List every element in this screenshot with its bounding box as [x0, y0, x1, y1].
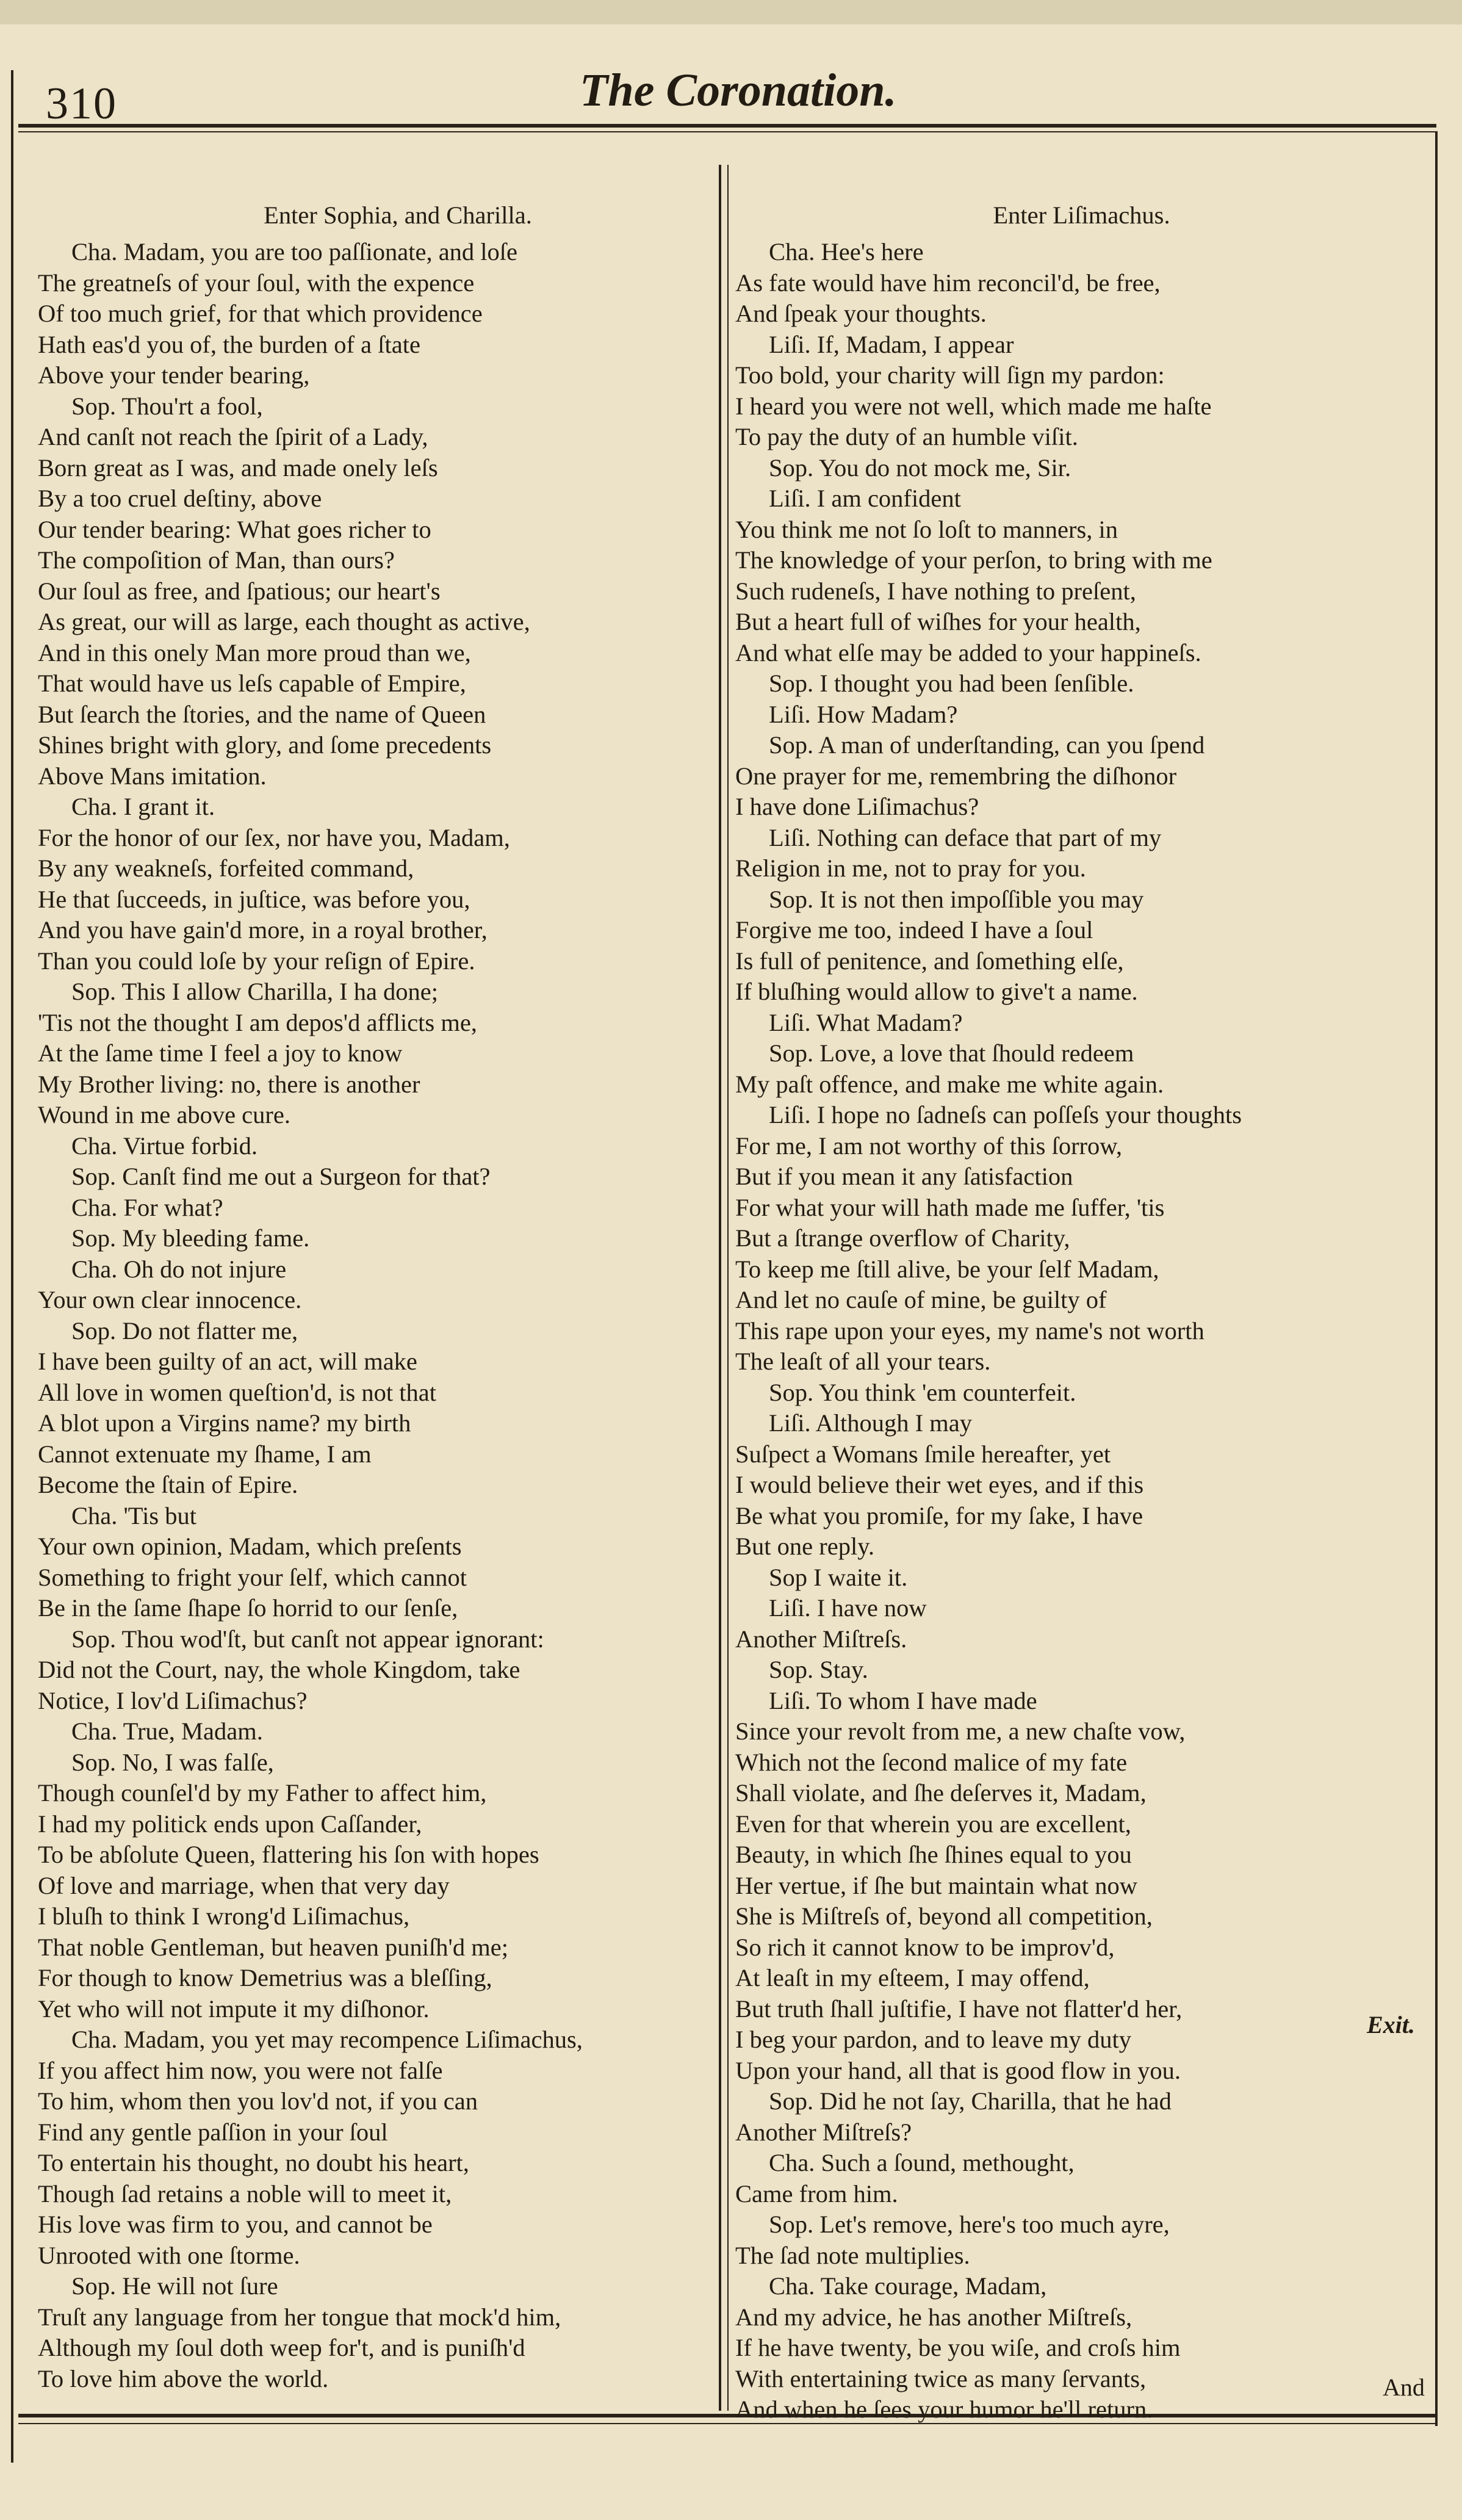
- text-line: By a too cruel deſtiny, above: [38, 485, 322, 512]
- text-line: Cha. Take courage, Madam,: [769, 2272, 1047, 2300]
- text-line: Sop. Love, a love that ſhould redeem: [769, 1039, 1134, 1067]
- page-number: 310: [46, 79, 117, 129]
- text-line: And in this onely Man more proud than we,: [38, 638, 471, 666]
- text-line: Yet who will not impute it my diſhonor.: [38, 1995, 430, 2023]
- text-line: Too bold, your charity will ſign my pardon:: [735, 361, 1165, 389]
- text-line: Cha. 'Tis but: [71, 1501, 196, 1529]
- text-line: Liſi. I have now: [769, 1594, 927, 1622]
- text-line: Sop. Do not flatter me,: [71, 1316, 298, 1345]
- text-line: Which not the ſecond malice of my fate: [735, 1748, 1128, 1776]
- text-line: Sop. Thou'rt a fool,: [71, 392, 263, 420]
- text-line: One prayer for me, remembring the diſhonor: [735, 762, 1177, 790]
- text-line: Something to fright your ſelf, which cannot: [38, 1563, 467, 1591]
- text-line: Unrooted with one ſtorme.: [38, 2241, 300, 2269]
- text-line: Of love and marriage, when that very day: [38, 1871, 450, 1899]
- text-line: But truth ſhall juſtifie, I have not flatter'd her,: [735, 1995, 1183, 2023]
- text-line: If bluſhing would allow to give't a name.: [735, 978, 1138, 1005]
- text-line: Sop. Did he not ſay, Charilla, that he had: [769, 2087, 1172, 2115]
- text-line: Your own opinion, Madam, which preſents: [38, 1533, 462, 1560]
- text-line: Liſi. What Madam?: [769, 1008, 963, 1036]
- text-line: I bluſh to think I wrong'd Liſimachus,: [38, 1902, 410, 1930]
- column-divider-thin: [727, 165, 729, 2411]
- text-line: Forgive me too, indeed I have a ſoul: [735, 916, 1093, 944]
- text-line: Sop. It is not then impoſſible you may: [769, 885, 1144, 913]
- text-line: She is Miſtreſs of, beyond all competition,: [735, 1902, 1153, 1930]
- text-line: But a heart full of wiſhes for your health,: [735, 608, 1141, 635]
- text-line: Cha. Madam, you are too paſſionate, and loſe: [71, 238, 518, 265]
- left-column-lines: [38, 237, 709, 2394]
- text-line: For me, I am not worthy of this ſorrow,: [735, 1132, 1123, 1160]
- text-line: His love was firm to you, and cannot be: [38, 2211, 433, 2238]
- text-line: Sop. A man of underſtanding, can you ſpend: [769, 731, 1205, 759]
- text-line: Your own clear innocence.: [38, 1286, 302, 1313]
- text-line: Since your revolt from me, a new chaſte vow,: [735, 1717, 1186, 1745]
- text-line: Suſpect a Womans ſmile hereafter, yet: [735, 1440, 1111, 1468]
- text-line: Such rudeneſs, I have nothing to preſent,: [735, 577, 1136, 605]
- text-line: The compoſition of Man, than ours?: [38, 546, 395, 574]
- text-line: To him, whom then you lov'd not, if you can: [38, 2087, 478, 2115]
- text-line: That would have us leſs capable of Empire,: [38, 670, 466, 697]
- text-line: Above your tender bearing,: [38, 361, 310, 389]
- text-line: Liſi. To whom I have made: [769, 1686, 1037, 1714]
- text-line: Though ſad retains a noble will to meet it,: [38, 2179, 452, 2208]
- text-line: Sop. Let's remove, here's too much ayre,: [769, 2211, 1170, 2238]
- text-line: The ſad note multiplies.: [735, 2241, 970, 2269]
- text-line: My paſt offence, and make me white again.: [735, 1070, 1164, 1098]
- text-line: To love him above the world.: [38, 2364, 329, 2392]
- text-line: Shall violate, and ſhe deſerves it, Madam,: [735, 1779, 1147, 1807]
- text-line: Sop. Thou wod'ſt, but canſt not appear ignorant:: [71, 1625, 544, 1653]
- text-line: You think me not ſo loſt to manners, in: [735, 515, 1118, 543]
- text-line: The leaſt of all your tears.: [735, 1348, 991, 1375]
- left-column: [38, 194, 709, 2394]
- text-line: Above Mans imitation.: [38, 762, 267, 790]
- text-line: Sop. I thought you had been ſenſible.: [769, 670, 1134, 697]
- text-line: Sop. My bleeding fame.: [71, 1224, 310, 1252]
- text-line: By any weakneſs, forfeited command,: [38, 854, 414, 882]
- text-line: Cha. Virtue forbid.: [71, 1132, 258, 1160]
- text-line: Religion in me, not to pray for you.: [735, 854, 1086, 882]
- text-line: This rape upon your eyes, my name's not worth: [735, 1316, 1205, 1345]
- text-line: Our ſoul as free, and ſpatious; our heart's: [38, 577, 441, 605]
- text-line: Of too much grief, for that which providence: [38, 300, 483, 327]
- text-line: Beauty, in which ſhe ſhines equal to you: [735, 1841, 1132, 1868]
- text-line: My Brother living: no, there is another: [38, 1070, 420, 1098]
- stage-direction: Enter Liſimachus.: [993, 201, 1170, 229]
- text-line: I heard you were not well, which made me haſte: [735, 392, 1212, 420]
- text-line: Liſi. I am confident: [769, 485, 961, 512]
- text-line: Cha. Hee's here: [769, 238, 924, 265]
- text-line: To pay the duty of an humble viſit.: [735, 423, 1078, 450]
- text-line: As great, our will as large, each thought as active,: [38, 608, 530, 635]
- text-line: To keep me ſtill alive, be your ſelf Madam,: [735, 1255, 1159, 1283]
- text-line: For though to know Demetrius was a bleſſing,: [38, 1964, 492, 1991]
- text-line: And when he ſees your humor he'll return.: [735, 2395, 1153, 2423]
- text-line: Be in the ſame ſhape ſo horrid to our ſenſe,: [38, 1594, 458, 1622]
- text-line: I beg your pardon, and to leave my duty: [735, 2026, 1131, 2053]
- text-line: Become the ſtain of Epire.: [38, 1471, 298, 1498]
- text-line: Sop. Canſt find me out a Surgeon for that?: [71, 1163, 491, 1190]
- text-line: As fate would have him reconcil'd, be free,: [735, 269, 1161, 297]
- text-line: Cha. Such a ſound, methought,: [769, 2149, 1075, 2176]
- text-line: Be what you promiſe, for my ſake, I have: [735, 1501, 1143, 1529]
- text-line: I have been guilty of an act, will make: [38, 1348, 417, 1375]
- text-line: Born great as I was, and made onely leſs: [38, 453, 438, 482]
- text-line: If he have twenty, be you wiſe, and croſs him: [735, 2334, 1181, 2361]
- text-line: For what your will hath made me ſuffer, 'tis: [735, 1193, 1165, 1221]
- text-line: And let no cauſe of mine, be guilty of: [735, 1286, 1107, 1313]
- text-line: Sop. No, I was falſe,: [71, 1748, 274, 1776]
- running-head: The Coronation.: [580, 65, 897, 116]
- text-line: Another Miſtreſs?: [735, 2118, 912, 2146]
- text-line: Sop I waite it.: [769, 1563, 908, 1591]
- text-line: Cha. Madam, you yet may recompence Liſimachus,: [71, 2026, 583, 2053]
- text-line: At leaſt in my eſteem, I may offend,: [735, 1964, 1090, 1991]
- text-line: Another Miſtreſs.: [735, 1625, 907, 1653]
- text-line: Sop. He will not ſure: [71, 2272, 278, 2300]
- text-line: Find any gentle paſſion in your ſoul: [38, 2118, 388, 2146]
- column-divider: [719, 165, 721, 2411]
- text-line: Though counſel'd by my Father to affect him,: [38, 1779, 487, 1807]
- text-line: I had my politick ends upon Caſſander,: [38, 1810, 422, 1838]
- right-border-rule: [1435, 131, 1438, 2426]
- stage-direction: Enter Sophia, and Charilla.: [264, 201, 532, 229]
- text-line: All love in women queſtion'd, is not that: [38, 1378, 436, 1406]
- text-line: If you affect him now, you were not falſe: [38, 2056, 443, 2084]
- header-rule: [18, 124, 1436, 128]
- text-line: But a ſtrange overflow of Charity,: [735, 1224, 1070, 1252]
- text-line: Notice, I lov'd Liſimachus?: [38, 1686, 308, 1714]
- text-line: Cha. I grant it.: [71, 793, 215, 820]
- text-line: He that ſucceeds, in juſtice, was before you,: [38, 885, 470, 913]
- text-line: Cannot extenuate my ſhame, I am: [38, 1440, 372, 1468]
- text-line: Is full of penitence, and ſomething elſe,: [735, 947, 1124, 975]
- text-line: I have done Liſimachus?: [735, 793, 979, 820]
- left-border-rule: [11, 70, 23, 2463]
- text-line: Sop. Stay.: [769, 1656, 868, 1683]
- right-column: [735, 194, 1428, 2425]
- text-line: To be abſolute Queen, flattering his ſon with hopes: [38, 1841, 539, 1868]
- text-line: That noble Gentleman, but heaven puniſh'd me;: [38, 1933, 508, 1961]
- text-line: Liſi. How Madam?: [769, 700, 958, 728]
- text-line: So rich it cannot know to be improv'd,: [735, 1933, 1115, 1961]
- text-line: For the honor of our ſex, nor have you, Madam,: [38, 823, 510, 851]
- text-line: Wound in me above cure.: [38, 1101, 290, 1128]
- text-line: And ſpeak your thoughts.: [735, 300, 987, 327]
- text-line: To entertain his thought, no doubt his heart,: [38, 2149, 469, 2176]
- text-line: 'Tis not the thought I am depos'd afflicts me,: [38, 1008, 477, 1036]
- catchword: And: [1383, 2374, 1425, 2401]
- text-line: And you have gain'd more, in a royal brother,: [38, 916, 488, 944]
- text-line: And what elſe may be added to your happineſs.: [735, 638, 1201, 666]
- text-line: Liſi. If, Madam, I appear: [769, 330, 1014, 358]
- text-line: Truſt any language from her tongue that mock'd him,: [38, 2303, 561, 2331]
- text-line: Liſi. Although I may: [769, 1409, 972, 1437]
- page-top-edge: [0, 0, 1462, 24]
- text-line: Did not the Court, nay, the whole Kingdom, take: [38, 1656, 520, 1683]
- text-line: Sop. You think 'em counterfeit.: [769, 1378, 1076, 1406]
- text-line: At the ſame time I feel a joy to know: [38, 1039, 403, 1067]
- text-line: Hath eas'd you of, the burden of a ſtate: [38, 330, 420, 358]
- text-line: With entertaining twice as many ſervants,: [735, 2364, 1147, 2392]
- text-line: Than you could loſe by your reſign of Epire.: [38, 947, 475, 975]
- text-line: But ſearch the ſtories, and the name of Queen: [38, 700, 486, 728]
- text-line: And my advice, he has another Miſtreſs,: [735, 2303, 1133, 2331]
- exit-direction: Exit.: [1367, 2011, 1415, 2038]
- text-line: Upon your hand, all that is good flow in you.: [735, 2056, 1181, 2084]
- text-line: Our tender bearing: What goes richer to: [38, 515, 431, 543]
- text-line: But if you mean it any ſatisfaction: [735, 1163, 1073, 1190]
- text-line: A blot upon a Virgins name? my birth: [38, 1409, 411, 1437]
- text-line: Her vertue, if ſhe but maintain what now: [735, 1871, 1138, 1899]
- text-line: Sop. You do not mock me, Sir.: [769, 453, 1071, 482]
- header-rule-thin: [18, 131, 1436, 132]
- text-line: The greatneſs of your ſoul, with the expence: [38, 269, 475, 297]
- text-line: The knowledge of your perſon, to bring with me: [735, 546, 1212, 574]
- text-line: Even for that wherein you are excellent,: [735, 1810, 1131, 1838]
- right-column-lines: [735, 237, 1428, 2425]
- text-line: Shines bright with glory, and ſome precedents: [38, 731, 492, 759]
- text-line: Cha. Oh do not injure: [71, 1255, 287, 1283]
- text-line: Cha. For what?: [71, 1193, 223, 1221]
- text-line: Although my ſoul doth weep for't, and is puniſh'd: [38, 2334, 525, 2361]
- text-line: And canſt not reach the ſpirit of a Lady,: [38, 423, 428, 450]
- text-line: Liſi. Nothing can deface that part of my: [769, 823, 1162, 851]
- text-line: Sop. This I allow Charilla, I ha done;: [71, 978, 439, 1005]
- text-line: Cha. True, Madam.: [71, 1717, 263, 1745]
- text-line: But one reply.: [735, 1533, 874, 1560]
- text-line: Came from him.: [735, 2179, 898, 2208]
- text-line: Liſi. I hope no ſadneſs can poſſeſs your thoughts: [769, 1101, 1242, 1128]
- text-line: I would believe their wet eyes, and if this: [735, 1471, 1144, 1498]
